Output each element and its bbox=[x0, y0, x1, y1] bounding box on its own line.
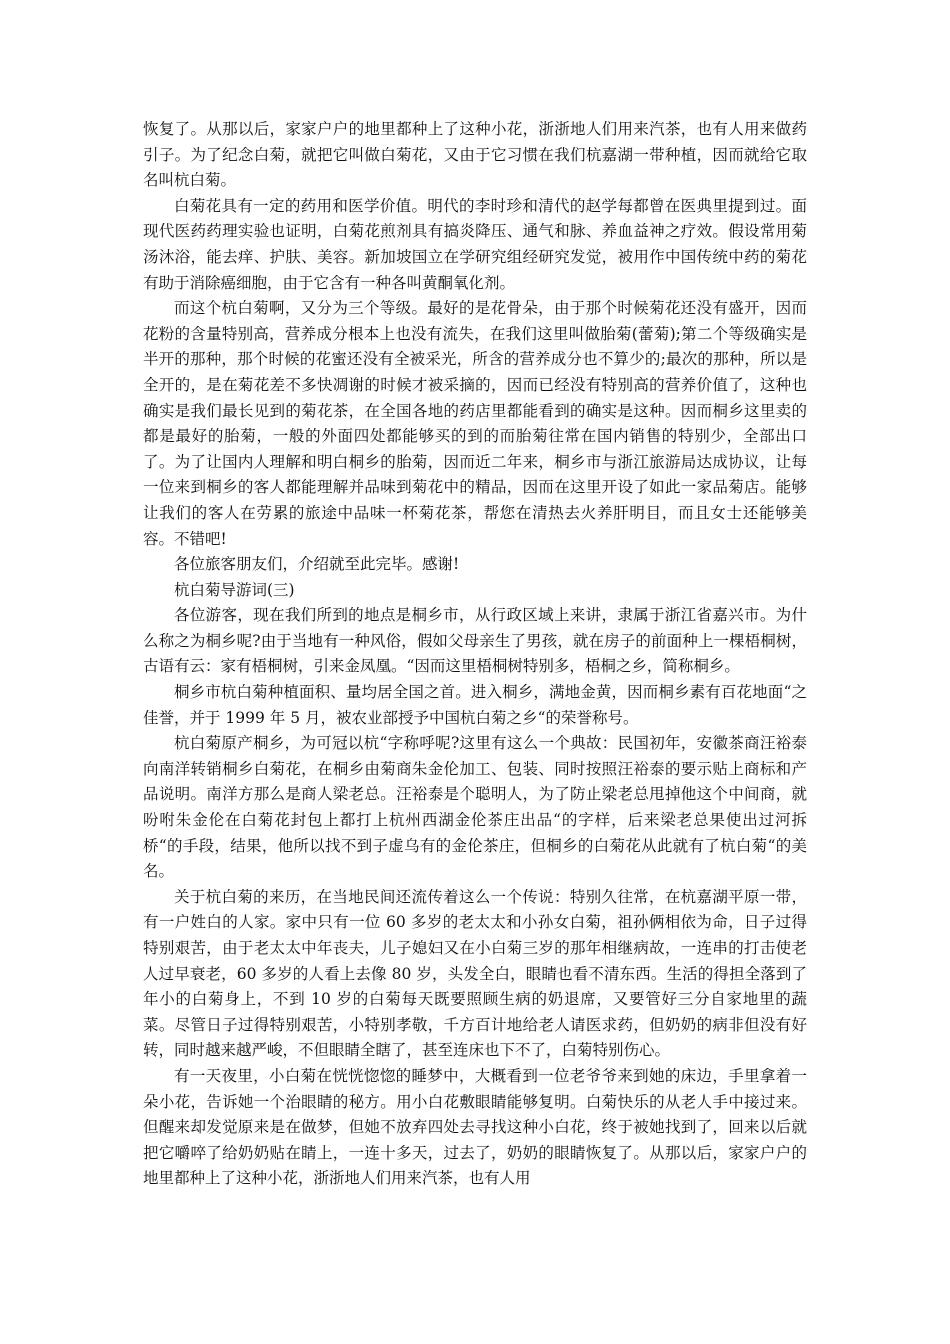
paragraph-1: 恢复了。从那以后，家家户户的地里都种上了这种小花，浙浙地人们用来汽茶，也有人用来做药引子。为了纪念白菊，就把它叫做白菊花，又由于它习惯在我们杭嘉湖一带种植，因而就给它取名叫杭白菊。 bbox=[143, 120, 807, 190]
paragraph-9: 有一天夜里，小白菊在恍恍惚惚的睡梦中，大概看到一位老爷爷来到她的床边，手里拿着一朵小花，告诉她一个治眼睛的秘方。用小白花敷眼睛能够复明。白菊快乐的从老人手中接过来。但醒来却发觉原来是在做梦，但她不放弃四处去寻找这种小白花，终于被她找到了，回来以后就把它嚼啐了给奶奶贴在睛上，一连十多天，过去了，奶奶的眼睛恢复了。从那以后，家家户户的地里都种上了这种小花，浙浙地人们用来汽茶，也有人用 bbox=[143, 1066, 807, 1188]
paragraph-4: 各位旅客朋友们，介绍就至此完毕。感谢! bbox=[174, 555, 460, 574]
paragraph-8: 关于杭白菊的来历，在当地民间还流传着这么一个传说：特别久往常，在杭嘉湖平原一带，有一户姓白的人家。家中只有一位 60 多岁的老太太和小孙女白菊，祖孙俩相依为命，日子过得特别艰苦，由于老太太中年丧夫，儿子媳妇又在小白菊三岁的那年相继病故，一连串的打击使老人过早衰老，60 多岁的人看上去像 80 岁，头发全白，眼睛也看不清东西。生活的得担全落到了年小的白菊身上，不到 10 岁的白菊每天既要照顾生病的奶退席，又要管好三分自家地里的蔬菜。尽管日子过得特别艰苦，小特别孝敬，千方百计地给老人请医求药，但奶奶的病非但没有好转，同时越来越严峻，不但眼睛全瞎了，甚至连床也下不了，白菊特别伤心。 bbox=[143, 887, 807, 1060]
paragraph-7: 杭白菊原产桐乡，为可冠以杭“字称呼呢?这里有这么一个典故：民国初年，安徽茶商汪裕泰向南洋转销桐乡白菊花，在桐乡由菊商朱金伦加工、包装、同时按照汪裕泰的要示贴上商标和产品说明。南洋方那么是商人梁老总。汪裕泰是个聪明人，为了防止梁老总甩掉他这个中间商，就吩咐朱金伦在白菊花封包上都打上杭州西湖金伦茶庄出品“的字样，后来梁老总果使出过河拆桥“的手段，结果，他所以找不到子虚乌有的金伦茶庄，但桐乡的白菊花从此就有了杭白菊“的美名。 bbox=[143, 734, 807, 881]
paragraph-5: 各位游客，现在我们所到的地点是桐乡市，从行政区域上来讲，隶属于浙江省嘉兴市。为什么称之为桐乡呢?由于当地有一种风俗，假如父母亲生了男孩，就在房子的前面种上一棵梧桐树，古语有云：家有梧桐树，引来金凤凰。“因而这里梧桐树特别多，梧桐之乡，简称桐乡。 bbox=[143, 606, 807, 676]
paragraph-6: 桐乡市杭白菊种植面积、量均居全国之首。进入桐乡，满地金黄，因而桐乡素有百花地面“之佳誉，并于 1999 年 5 月，被农业部授予中国杭白菊之乡“的荣誉称号。 bbox=[143, 683, 807, 727]
section-heading: 杭白菊导游词(三) bbox=[174, 580, 295, 599]
paragraph-3: 而这个杭白菊啊，又分为三个等级。最好的是花骨朵，由于那个时候菊花还没有盛开，因而花粉的含量特别高，营养成分根本上也没有流失，在我们这里叫做胎菊(蕾菊);第二个等级确实是半开的那种，那个时候的花蜜还没有全被采光，所含的营养成分也不算少的;最次的那种，所以是全开的，是在菊花差不多快凋谢的时候才被采摘的，因而已经没有特别高的营养价值了，这种也确实是我们最长见到的菊花茶，在全国各地的药店里都能看到的确实是这种。因而桐乡这里卖的都是最好的胎菊，一般的外面四处都能够买的到的而胎菊往常在国内销售的特别少，全部出口了。为了让国内人理解和明白桐乡的胎菊，因而近二年来，桐乡市与浙江旅游局达成协议，让每一位来到桐乡的客人都能理解并品味到菊花中的精品，因而在这里开设了如此一家品菊店。能够让我们的客人在劳累的旅途中品味一杯菊花茶，帮您在清热去火养肝明目，而且女士还能够美容。不错吧! bbox=[143, 299, 807, 548]
paragraph-2: 白菊花具有一定的药用和医学价值。明代的李时珍和清代的赵学每都曾在医典里提到过。面现代医药药理实验也证明，白菊花煎剂具有搞炎降压、通气和脉、养血益神之疗效。假设常用菊汤沐浴，能去痒、护肤、美容。新加坡国立在学研究组经研究发觉，被用作中国传统中药的菊花有助于消除癌细胞，由于它含有一种各叫黄酮氧化剂。 bbox=[143, 196, 807, 292]
document-page bbox=[143, 117, 807, 1192]
